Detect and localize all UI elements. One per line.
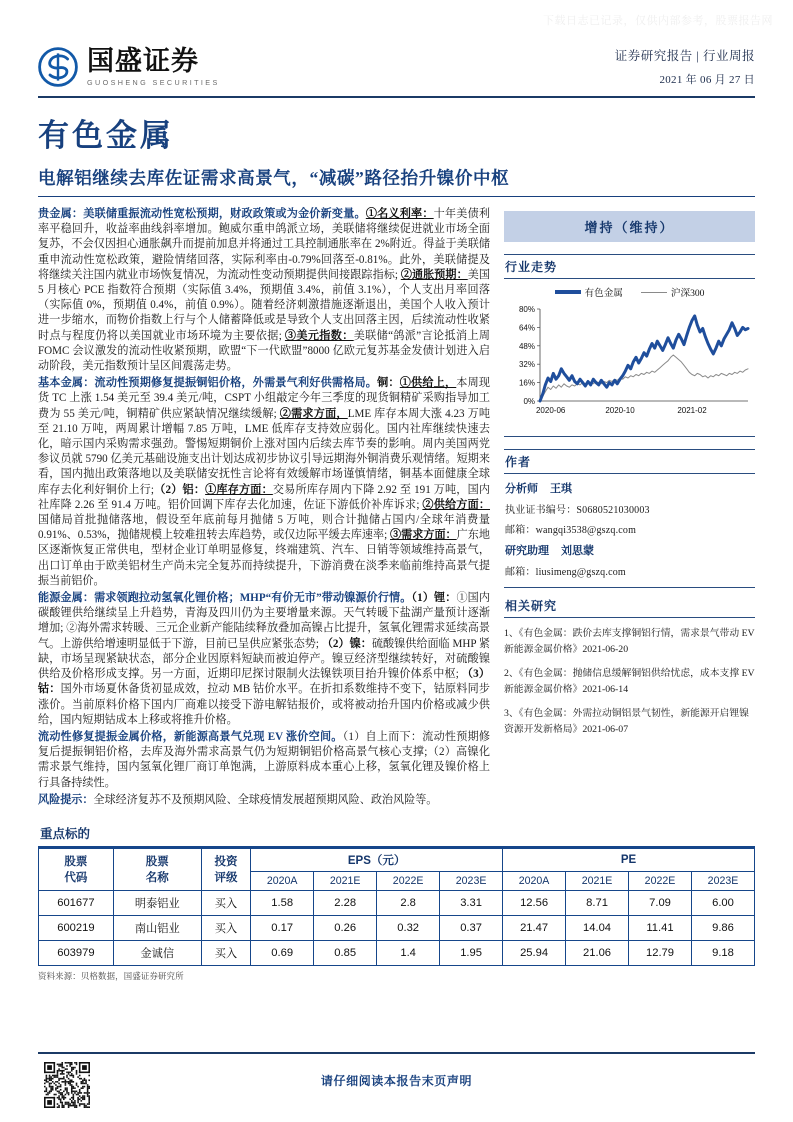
- cell-eps-2020a: 0.17: [251, 915, 314, 940]
- sidebar-section-author: [504, 449, 755, 588]
- table-title: 重点标的: [40, 826, 91, 841]
- y-axis-tick-label: 48%: [518, 341, 535, 351]
- analyst-email[interactable]: 邮箱：wangqi3538@gszq.com: [505, 525, 637, 536]
- page-title: 有色金属: [38, 118, 174, 153]
- col-header-pe-2022e: 2022E: [629, 871, 692, 890]
- guosheng-logo-icon: [38, 47, 78, 87]
- x-axis-tick-label: 2021-02: [677, 406, 707, 415]
- cell-pe-2021e: 21.06: [566, 940, 629, 965]
- cell-stock-code: 603979: [39, 940, 114, 965]
- trend-line-plot: [504, 301, 755, 429]
- col-header-eps-2021e: 2021E: [314, 871, 377, 890]
- y-axis-tick-label: 32%: [518, 360, 535, 370]
- qr-code-icon[interactable]: [44, 1062, 90, 1108]
- cell-stock-name: 南山铝业: [113, 915, 201, 940]
- related-research-item[interactable]: 1、《有色金属：跌价去库支撑铜铝行情，需求景气带动 EV 新能源金属价格》2021-06-20: [504, 628, 755, 655]
- risk-lead: 风险提示：: [38, 793, 94, 806]
- cell-eps-2022e: 0.32: [377, 915, 440, 940]
- energy-text-3: 国外市场夏休备货初显成效，拉动 MB 钴价水平。在折扣系数维持不变下，钴原料同步涨价。当前原料价格下国内厂商难以接受下游电解钴报价，或将被动抬升国内价格或减少供给，国内短期钴成本上移或将推升价格。: [38, 683, 490, 726]
- legend-item-ref: [641, 285, 705, 299]
- precious-text-3: 美联储“鸽派”言论抵消上周 FOMC 会议激发的流动性收紧预期，欧盟“下一代欧盟”8000 亿欧元复苏基金发债计划进入启动阶段，美元指数预计呈区间震荡走势。: [38, 329, 490, 373]
- cell-pe-2023e: 9.18: [691, 940, 754, 965]
- report-date: 2021 年 06 月 27 日: [659, 74, 755, 86]
- y-axis-tick-label: 16%: [518, 378, 535, 388]
- col-header-name-line1: 股票: [145, 856, 169, 869]
- legend-label-main: 有色金属: [584, 288, 623, 299]
- assistant-name: 刘思蒙: [561, 545, 594, 557]
- col-header-eps-2020a: 2020A: [251, 871, 314, 890]
- cell-pe-2023e: 9.86: [691, 915, 754, 940]
- cell-eps-2022e: 2.8: [377, 890, 440, 915]
- table-body: [39, 890, 755, 965]
- brand-name-cn: 国盛证券: [87, 45, 199, 76]
- energy-text-2: 硫酸镍供给面临 MHP 紧缺，市场呈现紧缺状态，部分企业因原料短缺而被迫停产。镍豆经济型继续转好，对硫酸镍供给及价格形成支撑。另一方面，近期印尼探讨限制火法镍铁项目抬升镍价体系中枢;: [38, 637, 490, 681]
- cell-stock-code: 600219: [39, 915, 114, 940]
- x-axis-tick-label: 2020-10: [605, 406, 635, 415]
- paragraph-precious-metals: [38, 207, 490, 374]
- cell-pe-2021e: 8.71: [566, 890, 629, 915]
- col-header-name: [113, 848, 201, 890]
- header-divider: [38, 96, 755, 98]
- conclusion-lead: 流动性修复提振金属价格，新能源高景气兑现 EV 涨价空间。: [38, 730, 343, 743]
- precious-sub-3: ③美元指数：: [284, 329, 354, 342]
- base-sub-5: ③需求方面：: [390, 529, 457, 542]
- cell-pe-2020a: 21.47: [503, 915, 566, 940]
- energy-cobalt-head: （3）钴：: [38, 668, 490, 696]
- analyst-certificate: 执业证书编号：S0680521030003: [505, 505, 650, 516]
- energy-text-1: ①国内碳酸锂供给继续呈上升趋势，青海及四川仍为主要增量来源。天气转暖下盐湖产量预计逐渐增加; ②海外需求转暖、三元企业新产能陆续释放叠加高镍占比提升，氢氧化锂需求延续高景气。上游供给增速明显低于下游，目前已呈供应紧张态势;: [38, 592, 490, 650]
- base-text-4: 国储局首批抛储落地，假设至年底前每月抛储 5 万吨，则合计抛储占国内/全球年消费量 0.91%、0.53%，抛储规模上较难扭转去库趋势，或仅边际平缓去库速率;: [38, 514, 490, 542]
- cell-eps-2021e: 2.28: [314, 890, 377, 915]
- cell-pe-2022e: 11.41: [629, 915, 692, 940]
- precious-sub-1: ①名义利率：: [365, 208, 434, 220]
- sidebar-section-trend: [504, 254, 755, 437]
- legend-swatch-icon: [641, 292, 667, 293]
- sidebar-section-related: [504, 594, 755, 738]
- cell-rating: 买入: [201, 890, 250, 915]
- col-header-pe-2021e: 2021E: [566, 871, 629, 890]
- table-row: [39, 915, 755, 940]
- y-axis-tick-label: 80%: [518, 305, 535, 314]
- cell-pe-2020a: 25.94: [503, 940, 566, 965]
- base-sub-2: ②需求方面，: [279, 407, 348, 420]
- watermark-text: 下载日志已记录，仅供内部参考，股票报告网: [543, 15, 773, 27]
- chart-legend: [504, 285, 755, 299]
- cell-eps-2023e: 0.37: [440, 915, 503, 940]
- table-row: [39, 890, 755, 915]
- assistant-email[interactable]: 邮箱：liusimeng@gszq.com: [505, 567, 626, 578]
- base-aluminum-head: （2）铝：: [154, 483, 206, 496]
- base-sub-4: ②供给方面：: [422, 498, 490, 511]
- paragraph-energy-metals: [38, 591, 490, 728]
- y-axis-tick-label: 64%: [518, 323, 535, 333]
- cell-stock-name: 金诚信: [113, 940, 201, 965]
- footer-body: [38, 1054, 755, 1108]
- cell-eps-2020a: 0.69: [251, 940, 314, 965]
- chart-series-line: [540, 316, 748, 401]
- base-copper-head: 铜：: [377, 377, 400, 390]
- author-heading: 作者: [504, 449, 755, 474]
- cell-eps-2021e: 0.26: [314, 915, 377, 940]
- risk-text: 全球经济复苏不及预期风险、全球疫情发展超预期风险、政治风险等。: [93, 793, 438, 806]
- base-text-2: LME 库存本周大涨 4.23 万吨至 21.10 万吨，两周累计增幅 7.85 万吨，LME 低库存支持效应弱化。国内社库继续快速去化，暗示国内采购需求强劲。警惕短期铜价上涨对国内后续去库节奏的影响。周内美国两党参议员就 5790 亿美元基础设施支出计划达成初步协议引导远期海外铜消费乐观情绪。短期来看，国内抛出政策落地以及美联储安抚性言论将有效缓解市场谨慎情绪，铜基本面健康全球库存去化利好铜价上行;: [38, 407, 490, 496]
- main-content: [38, 207, 490, 810]
- col-header-eps-2023e: 2023E: [440, 871, 503, 890]
- base-text-3: 交易所库存周内下降 2.92 至 191 万吨，国内社库降 2.26 至 91.4 万吨。铝价回调下库存去化加速，佐证下游低价补库诉求;: [38, 483, 490, 511]
- assistant-name-row: [505, 542, 755, 558]
- report-type-label: 证券研究报告 | 行业周报: [614, 49, 755, 63]
- table-header: [39, 848, 755, 890]
- base-lead: 基本金属：流动性预期修复提振铜铝价格，外需景气利好供需格局。: [38, 377, 378, 390]
- col-header-rating: [201, 848, 250, 890]
- cell-stock-name: 明泰铝业: [113, 890, 201, 915]
- cell-stock-code: 601677: [39, 890, 114, 915]
- cell-rating: 买入: [201, 940, 250, 965]
- brand-logo: [38, 47, 220, 87]
- col-header-code-line2: 代码: [64, 872, 88, 885]
- energy-nickel-head: （2）镍：: [321, 637, 372, 650]
- precious-text-1: 十年美债利率平稳回升，收益率曲线斜率增加。鲍威尔重申鸽派立场，美联储将继续促进就业市场全面复苏，不会仅因担心通胀飙升而提前加息并将通过工具控制通胀率在 2%附近。得益于美联储重申流动性宽松政策，避险情绪回落，实际利率由-0.79%回落至-0.81%。此外，美联储提及将继续关注国内就业市场恢复情况，为流动性变动预期提供间接跟踪指标;: [38, 208, 490, 281]
- col-header-pe-2020a: 2020A: [503, 871, 566, 890]
- col-header-name-line2: 名称: [145, 872, 169, 885]
- assistant-role-label: 研究助理: [505, 545, 549, 557]
- legend-item-main: [555, 285, 623, 299]
- col-header-eps-2022e: 2022E: [377, 871, 440, 890]
- col-group-header-pe: PE: [503, 848, 755, 871]
- page-footer: [38, 1052, 755, 1108]
- col-header-rating-line1: 投资: [214, 856, 238, 869]
- table-row: [39, 940, 755, 965]
- cell-pe-2020a: 12.56: [503, 890, 566, 915]
- status-badge: 增持（维持）: [504, 211, 755, 242]
- col-header-pe-2023e: 2023E: [691, 871, 754, 890]
- energy-lead: 能源金属：需求领跑拉动氢氧化锂价格；MHP“有价无市”带动镍源价行情。: [38, 592, 412, 605]
- cell-pe-2022e: 12.79: [629, 940, 692, 965]
- analyst-name-row: [505, 480, 755, 496]
- base-sub-3: ①库存方面：: [205, 483, 273, 496]
- table-header-row-1: [39, 848, 755, 871]
- x-axis-tick-label: 2020-06: [535, 406, 566, 415]
- cell-rating: 买入: [201, 915, 250, 940]
- col-group-header-eps: EPS（元）: [251, 848, 503, 871]
- footer-disclaimer: 请仔细阅读本报告末页声明: [320, 1074, 473, 1088]
- y-axis-tick-label: 0%: [523, 397, 535, 406]
- key-stocks-table: [38, 848, 755, 966]
- analyst-role-label: 分析师: [505, 483, 538, 495]
- analyst-name: 王琪: [550, 483, 572, 495]
- cell-eps-2023e: 1.95: [440, 940, 503, 965]
- paragraph-conclusion: [38, 730, 490, 791]
- base-text-5: 广东地区逐渐恢复正常供电，型材企业订单明显修复，终端建筑、汽车、日销等领域维持高景气，出口订单由于欧美铝材生产尚未完全复苏而持续提升，下游消费在淡季来临前维持高景气提振当前铝价。: [38, 529, 490, 587]
- cell-pe-2023e: 6.00: [691, 890, 754, 915]
- body-columns: [38, 207, 755, 810]
- header-meta: [615, 46, 755, 87]
- conclusion-text: （1）自上而下：流动性预期修复后提振铜铝价格，去库及海外需求高景气仍为短期铜铝价格高景气核心支撑;（2）高镍化需求景气维持，国内氢氧化锂厂商订单饱满，上游原料成本重心上移，氢氧化锂及镍价格上行具备持续性。: [38, 730, 491, 789]
- paragraph-risk: [38, 793, 490, 808]
- legend-swatch-icon: [555, 290, 581, 294]
- cell-eps-2023e: 3.31: [440, 890, 503, 915]
- cell-pe-2022e: 7.09: [629, 890, 692, 915]
- precious-lead: 贵金属：美联储重振流动性宽松预期，财政政策或为金价新变量。: [38, 208, 366, 220]
- related-research-heading: 相关研究: [504, 594, 755, 618]
- brand-name-en: GUOSHENG SECURITIES: [87, 77, 220, 87]
- related-research-item[interactable]: 3、《有色金属：外需拉动铜铝景气韧性，新能源开启锂镍资源开发新格局》2021-06-07: [504, 708, 749, 735]
- base-sub-1: ①供给上，: [399, 377, 457, 390]
- related-research-item[interactable]: 2、《有色金属：抛储信息缓解铜铝供给忧虑，成本支撑 EV 新能源金属价格》2021-06-14: [504, 668, 755, 695]
- author-divider: [504, 587, 755, 588]
- table-source-note: 资料来源：贝格数据，国盛证券研究所: [38, 971, 184, 981]
- precious-sub-2: ②通胀预期：: [400, 268, 468, 281]
- paragraph-base-metals: [38, 376, 490, 589]
- cell-eps-2021e: 0.85: [314, 940, 377, 965]
- title-divider: [38, 196, 755, 197]
- col-header-rating-line2: 评级: [214, 872, 238, 885]
- sidebar: [504, 207, 755, 810]
- industry-trend-heading: 行业走势: [504, 254, 755, 279]
- legend-label-ref: 沪深300: [670, 288, 705, 299]
- col-header-code: [39, 848, 114, 890]
- cell-eps-2022e: 1.4: [377, 940, 440, 965]
- base-text-1: 本周现货 TC 上涨 1.54 美元至 39.4 美元/吨，CSPT 小组敲定今年三季度的现货铜精矿采购指导加工费为 55 美元/吨，铜精矿供应紧缺情况继续缓解;: [38, 377, 490, 420]
- cell-pe-2021e: 14.04: [566, 915, 629, 940]
- precious-text-2: 美国 5 月核心 PCE 指数符合预期（实际值 3.4%，预期值 3.4%，前值 3.1%），个人支出月率回落（实际值 0%，预期值 0.4%，前值 0.9%）。随着经济刺激措施逐渐退出，美国个人收入预计进一步缩水，而物价指数上行与个人储蓄降低或是导致个人支出回落主因，后续流动性收紧时点与程度仍将以美国就业市场环境为主要依据;: [38, 268, 490, 342]
- energy-lithium-head: （1）锂：: [411, 592, 457, 605]
- col-header-code-line1: 股票: [64, 856, 88, 869]
- report-subtitle: 电解铝继续去库佐证需求高景气，“减碳”路径抬升镍价中枢: [38, 168, 510, 188]
- industry-trend-chart: [504, 279, 755, 437]
- cell-eps-2020a: 1.58: [251, 890, 314, 915]
